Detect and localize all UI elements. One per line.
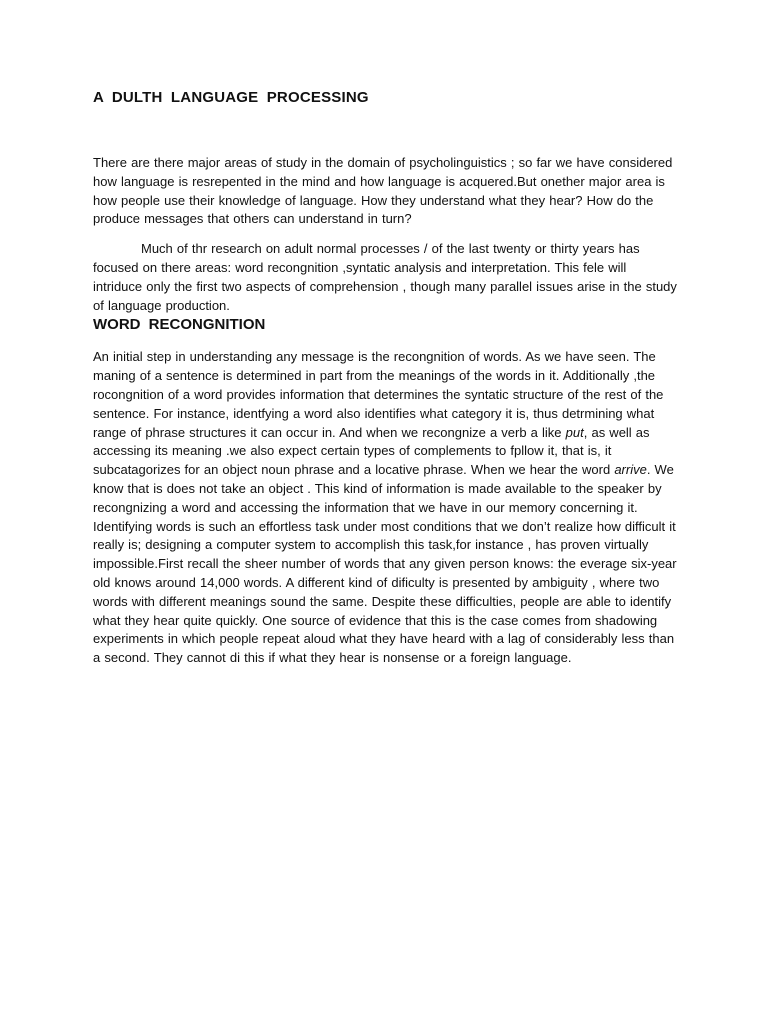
intro-paragraph: There are there major areas of study in the domain of psycholinguistics ; so far we have considered how language is resrepented in the mind and how language is acquered.But onether major area is how people use their knowledge of language. How they understand what they hear? How do the produce messages that others can understand in turn? — [93, 155, 673, 227]
body-text-segment: An initial step in understanding any message is the recongnition of words. As we have seen. The maning of a sentence is determined in part from the meanings of the words in it. Additionally ,the rocongnition of a word provides information that determines the syntatic structure of the rest of the sentence. For instance, identfying a word also identifies what category it is, thus detrmining what range of phrase structures it can occur in. And when we recongnize a verb a like — [93, 349, 664, 440]
section-heading: WORD RECONGNITION — [93, 316, 266, 334]
body-text-segment: , as well as accessing its meaning .we also expect certain types of complements to fpllow it, that is, it subcatagorizes for an object noun phrase and a locative phrase. When we hear the word — [93, 424, 650, 478]
section-body-paragraph — [93, 348, 678, 668]
italic-word: put — [565, 424, 584, 440]
document-content — [93, 88, 678, 668]
italic-word: arrive — [614, 462, 647, 478]
document-title: A DULTH LANGUAGE PROCESSING — [93, 89, 369, 106]
intro-paragraph: Much of thr research on adult normal processes / of the last twenty or thirty years has focused on there areas: word recongnition ,syntatic analysis and interpretation. This fele will intriduce only the first two aspects of comprehension , though many parallel issues arise in the study of language production. — [93, 241, 677, 313]
body-text-segment: . We know that is does not take an object . This kind of information is made available to the speaker by recongnizing a word and accessing the information that we have in our memory concerning it. Identifying words is such an effortless task under most conditions that we don’t realize how difficult it really is; designing a computer system to accomplish this task,for instance , has proven virtually impossible.First recall the sheer number of words that any given person knows: the everage six-year old knows around 14,000 words. A different kind of dificulty is presented by ambiguity , where two words with different meanings sound the same. Despite these difficulties, people are able to identify what they hear quite quickly. One source of evidence that this is the case comes from shadowing experiments in which people repeat aloud what they have heard with a lag of considerably less than a second. They cannot di this if what they hear is nonsense or a foreign language. — [93, 462, 677, 666]
